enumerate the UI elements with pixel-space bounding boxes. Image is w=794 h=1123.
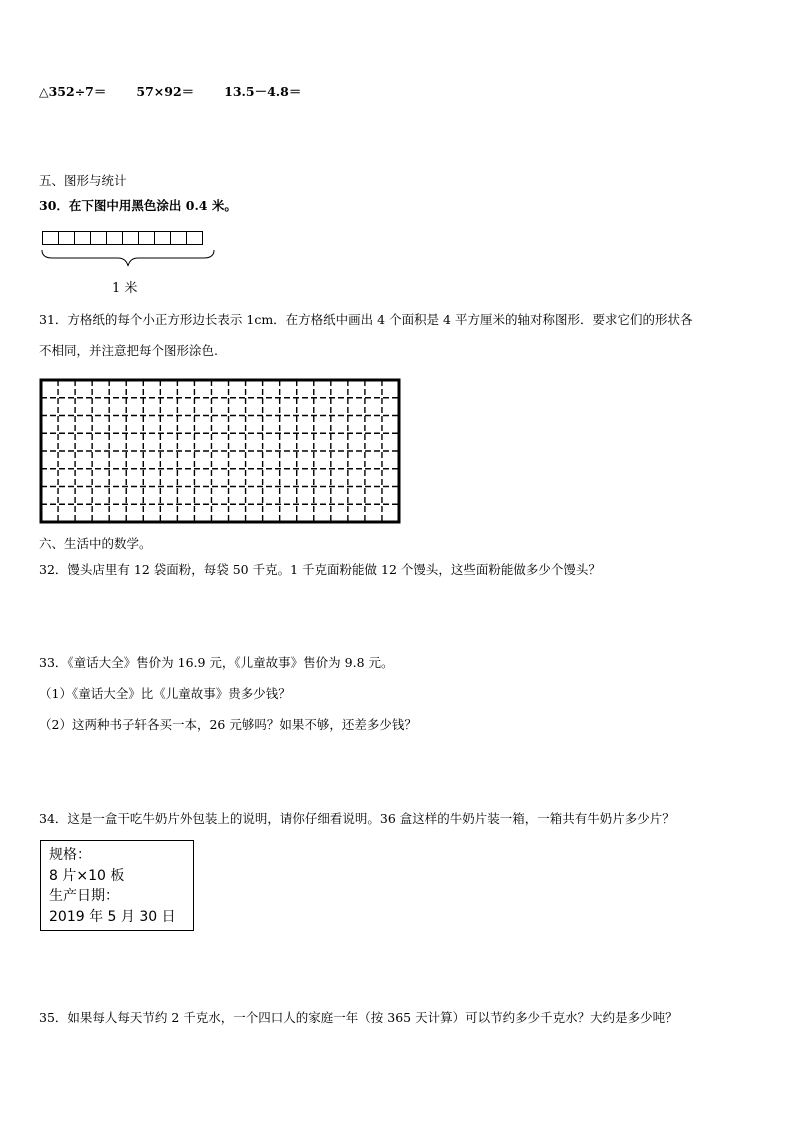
- question-34: 34．这是一盒干吃牛奶片外包装上的说明，请你仔细看说明。36 盒这样的牛奶片装一箱，一箱共有牛奶片多少片？: [39, 811, 675, 826]
- question-32: 32．馒头店里有 12 袋面粉，每袋 50 千克。1 千克面粉能做 12 个馒头，这些面粉能做多少个馒头？: [39, 562, 601, 577]
- strip-cell[interactable]: [90, 231, 106, 245]
- strip-cell[interactable]: [42, 231, 58, 245]
- question-31-line1: 31．方格纸的每个小正方形边长表示 1cm．在方格纸中画出 4 个面积是 4 平方厘米的轴对称图形．要求它们的形状各: [39, 312, 693, 327]
- grid-border: [41, 380, 399, 522]
- calc-item-3: 13.5－4.8＝: [224, 84, 302, 99]
- question-33-part-1: （1）《童话大全》比《儿童故事》贵多少钱？: [39, 686, 291, 701]
- calc-item-2: 57×92＝: [136, 84, 195, 99]
- question-31-line2: 不相同，并注意把每个图形涂色.: [39, 343, 218, 358]
- spec-line-3: 生产日期：: [49, 888, 119, 904]
- strip-cell[interactable]: [106, 231, 122, 245]
- brace-1-meter: [40, 248, 216, 268]
- square-grid-paper[interactable]: [39, 378, 401, 528]
- spec-box: [40, 840, 194, 931]
- question-33-part-2: （2）这两种书子轩各买一本，26 元够吗？如果不够，还差多少钱？: [39, 717, 417, 732]
- spec-line-2: 8 片×10 板: [49, 867, 125, 884]
- strip-cell[interactable]: [186, 231, 203, 245]
- calculation-line: [39, 84, 327, 100]
- section-heading-6: 六、生活中的数学。: [39, 536, 152, 551]
- calc-item-1: △352÷7＝: [39, 84, 107, 99]
- strip-cell[interactable]: [138, 231, 154, 245]
- spec-line-4: 2019 年 5 月 30 日: [49, 908, 176, 925]
- strip-cell[interactable]: [58, 231, 74, 245]
- strip-cell[interactable]: [122, 231, 138, 245]
- spec-line-1: 规格：: [49, 847, 91, 863]
- strip-cell[interactable]: [170, 231, 186, 245]
- strip-cell[interactable]: [74, 231, 90, 245]
- meter-strip[interactable]: [42, 231, 203, 245]
- question-35: 35．如果每人每天节约 2 千克水，一个四口人的家庭一年（按 365 天计算）可以节约多少千克水？大约是多少吨？: [39, 1010, 678, 1025]
- strip-length-label: 1 米: [112, 281, 138, 296]
- section-heading-5: 五、图形与统计: [39, 173, 127, 188]
- question-33: 33．《童话大全》售价为 16.9 元，《儿童故事》售价为 9.8 元。: [39, 655, 394, 670]
- strip-cell[interactable]: [154, 231, 170, 245]
- question-30: 30．在下图中用黑色涂出 0.4 米。: [39, 198, 237, 213]
